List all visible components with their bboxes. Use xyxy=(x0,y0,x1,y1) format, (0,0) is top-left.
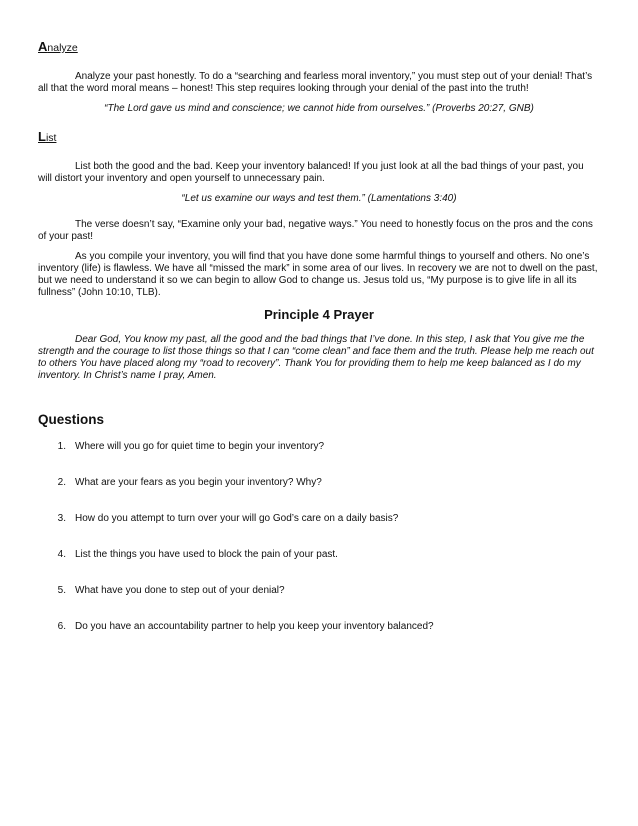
analyze-heading-initial: A xyxy=(38,39,48,54)
question-item xyxy=(38,477,600,489)
question-text: What have you done to step out of your denial? xyxy=(75,585,285,596)
question-text: What are your fears as you begin your inventory? Why? xyxy=(75,477,322,488)
list-paragraph-2: The verse doesn’t say, “Examine only your bad, negative ways.” You need to honestly focus on the pros and the cons of your past! xyxy=(38,219,593,242)
question-text: List the things you have used to block the pain of your past. xyxy=(75,549,338,560)
question-item xyxy=(38,621,600,633)
prayer-title: Principle 4 Prayer xyxy=(264,307,374,322)
question-text: Where will you go for quiet time to begin your inventory? xyxy=(75,441,325,452)
question-text: How do you attempt to turn over your will go God’s care on a daily basis? xyxy=(75,513,399,524)
analyze-heading xyxy=(38,39,600,54)
list-paragraph-3: As you compile your inventory, you will find that you have done some harmful things to yourself and others. No one’s inventory (life) is flawless. We have all “missed the mark” in some area of our lives. In recovery we are not to dwell on the past, but we need to understand it so we can begin to allow God to change us. Jesus told us, “My purpose is to give life in all its fullness” (John 10:10, TLB). xyxy=(38,251,598,298)
question-number: 5. xyxy=(57,585,66,596)
question-item xyxy=(38,441,600,453)
questions-title: Questions xyxy=(38,412,105,427)
analyze-quote: “The Lord gave us mind and conscience; we cannot hide from ourselves.” (Proverbs 20:27, GNB) xyxy=(104,103,534,114)
question-number: 1. xyxy=(57,441,66,452)
questions-list xyxy=(38,441,600,633)
analyze-heading-rest: nalyze xyxy=(47,42,78,54)
question-text: Do you have an accountability partner to help you keep your inventory balanced? xyxy=(75,621,434,632)
question-number: 2. xyxy=(57,477,66,488)
list-paragraph-1: List both the good and the bad. Keep your inventory balanced! If you just look at all the bad things of your past, you will distort your inventory and open yourself to unnecessary pain. xyxy=(38,161,584,184)
question-item xyxy=(38,549,600,561)
question-item xyxy=(38,513,600,525)
question-number: 3. xyxy=(57,513,66,524)
list-quote: “Let us examine our ways and test them.” (Lamentations 3:40) xyxy=(181,193,457,204)
prayer-text: Dear God, You know my past, all the good and the bad things that I’ve done. In this step, I ask that You give me the strength and the courage to list those things so that I can “come clean” and face them and the truth. Please help me reach out to others You have placed along my “road to recovery”. Thank You for providing them to help me keep balanced as I do my inventory. In Christ’s name I pray, Amen. xyxy=(38,334,594,381)
list-heading xyxy=(38,129,600,144)
question-item xyxy=(38,585,600,597)
list-heading-initial: L xyxy=(38,129,46,144)
list-heading-rest: ist xyxy=(45,132,57,144)
question-number: 6. xyxy=(57,621,66,632)
analyze-paragraph: Analyze your past honestly. To do a “searching and fearless moral inventory,” you must step out of your denial! That’s all that the word moral means – honest! This step requires looking through your denial of the past into the truth! xyxy=(38,71,593,94)
question-number: 4. xyxy=(57,549,66,560)
